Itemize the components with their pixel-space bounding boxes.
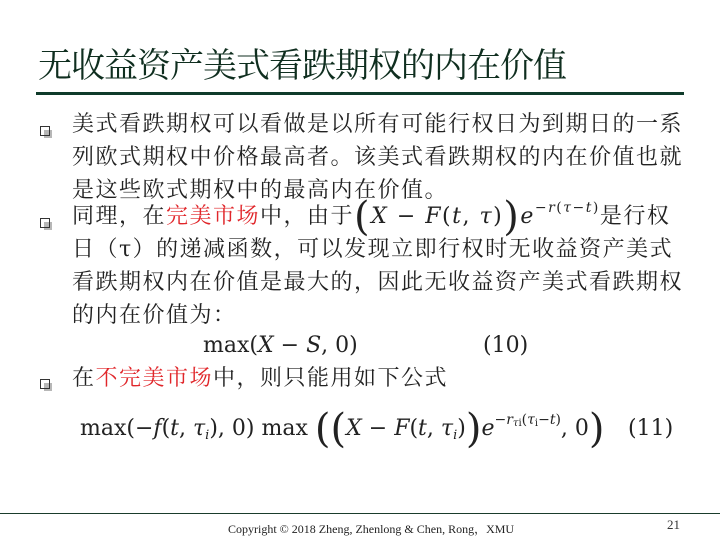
copyright-text: Copyright © 2018 Zheng, Zhenlong & Chen, Rong，XMU	[228, 522, 515, 536]
equation-10: max(X − S, 0)	[203, 333, 358, 358]
footer-rule	[0, 513, 720, 514]
equation-10-label: (10)	[483, 333, 529, 358]
bullet-2-part3: 是行权日（τ）的递减函数，可以发现立即行权时无收益资产美式看跌期权内在价值是最大的，因此无收益资产美式看跌期权的内在价值为：	[72, 204, 684, 328]
bullet-2-highlight: 完美市场	[166, 204, 261, 229]
bullet-1-text: 美式看跌期权可以看做是以所有可能行权日为到期日的一系列欧式期权中价格最高者。该美式看跌期权的内在价值也就是这些欧式期权中的最高内在价值。	[72, 112, 684, 203]
bullet-icon	[38, 377, 52, 391]
title-underline	[36, 92, 684, 95]
bullet-2-text	[72, 194, 692, 332]
equation-11-label: (11)	[628, 416, 674, 441]
equation-11: max(−f(t, $\tau_i$), 0) max ((X − F(t, $\tau_i))e^{-r_{\tau i}(\tau_i-t)}$, 0)	[80, 406, 605, 452]
bullet-icon	[38, 124, 52, 138]
bullet-3-text	[72, 362, 692, 395]
bullet-2-formula: (X − F(t, $\tau))e^{-r(\tau-t)}$	[354, 194, 600, 240]
slide-title: 无收益资产美式看跌期权的内在价值	[38, 46, 566, 86]
bullet-2-part1: 同理，在	[72, 204, 167, 229]
bullet-3-part1: 在	[72, 366, 96, 391]
page-number: 21	[667, 517, 680, 532]
bullet-icon	[38, 216, 52, 230]
bullet-3-part2: 中，则只能用如下公式	[213, 366, 449, 391]
bullet-3-highlight: 不完美市场	[95, 366, 214, 391]
bullet-2-part2: 中，由于	[260, 204, 355, 229]
